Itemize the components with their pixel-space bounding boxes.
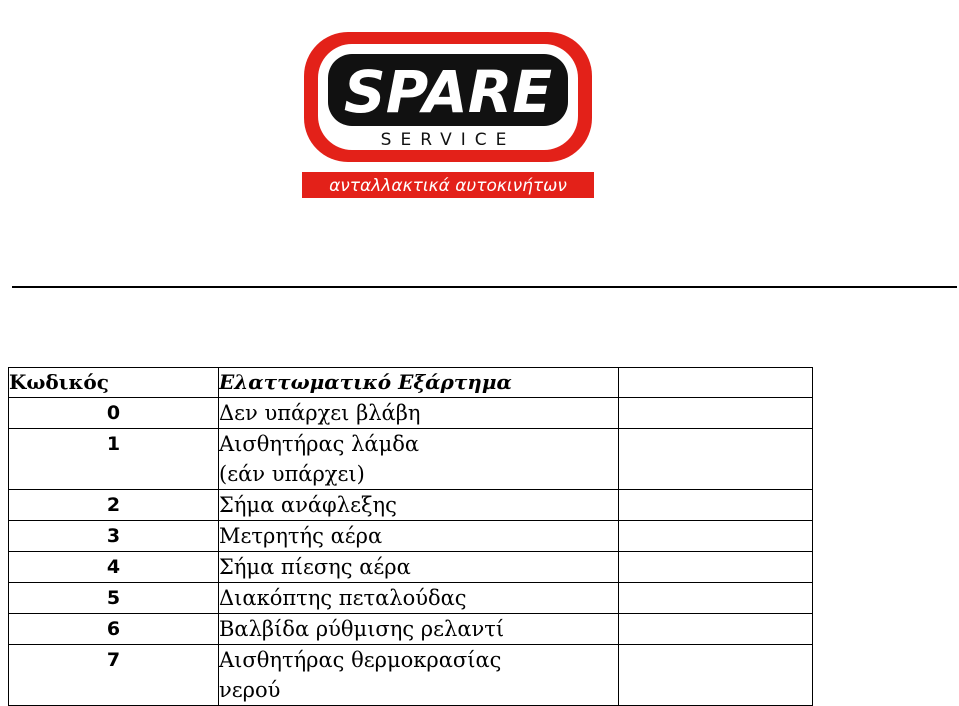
part-cell: Βαλβίδα ρύθμισης ρελαντί [219,614,619,645]
empty-cell [619,583,813,614]
code-cell: 4 [9,552,219,583]
code-cell: 0 [9,398,219,429]
table-row [9,583,813,614]
table-row [9,552,813,583]
code-cell: 5 [9,583,219,614]
part-cell: Σήμα ανάφλεξης [219,490,619,521]
horizontal-rule [12,286,957,288]
code-cell: 2 [9,490,219,521]
empty-cell [619,614,813,645]
logo-tagline-text: ανταλλακτικά αυτοκινήτων [329,176,567,196]
header-empty-cell [619,368,813,398]
empty-cell [619,645,813,706]
part-cell: Σήμα πίεσης αέρα [219,552,619,583]
header-part: Ελαττωματικό Εξάρτημα [219,368,619,398]
code-cell: 1 [9,429,219,490]
empty-cell [619,521,813,552]
table-row [9,429,813,490]
empty-cell [619,429,813,490]
table-row [9,490,813,521]
code-cell: 3 [9,521,219,552]
table-row [9,645,813,706]
table-row [9,521,813,552]
logo-brand-text: SPARE [343,58,553,126]
table-header-row [9,368,813,398]
empty-cell [619,552,813,583]
header-code: Κωδικός [9,368,219,398]
code-cell: 7 [9,645,219,706]
spare-service-logo [298,28,598,202]
table-row [9,398,813,429]
empty-cell [619,490,813,521]
empty-cell [619,398,813,429]
logo-sub-text: SERVICE [380,130,516,150]
part-cell: Διακόπτης πεταλούδας [219,583,619,614]
code-cell: 6 [9,614,219,645]
table-row [9,614,813,645]
part-cell: Δεν υπάρχει βλάβη [219,398,619,429]
part-cell: Αισθητήρας λάμδα (εάν υπάρχει) [219,429,619,490]
part-cell: Μετρητής αέρα [219,521,619,552]
part-cell: Αισθητήρας θερμοκρασίας νερού [219,645,619,706]
fault-code-table [8,367,813,706]
